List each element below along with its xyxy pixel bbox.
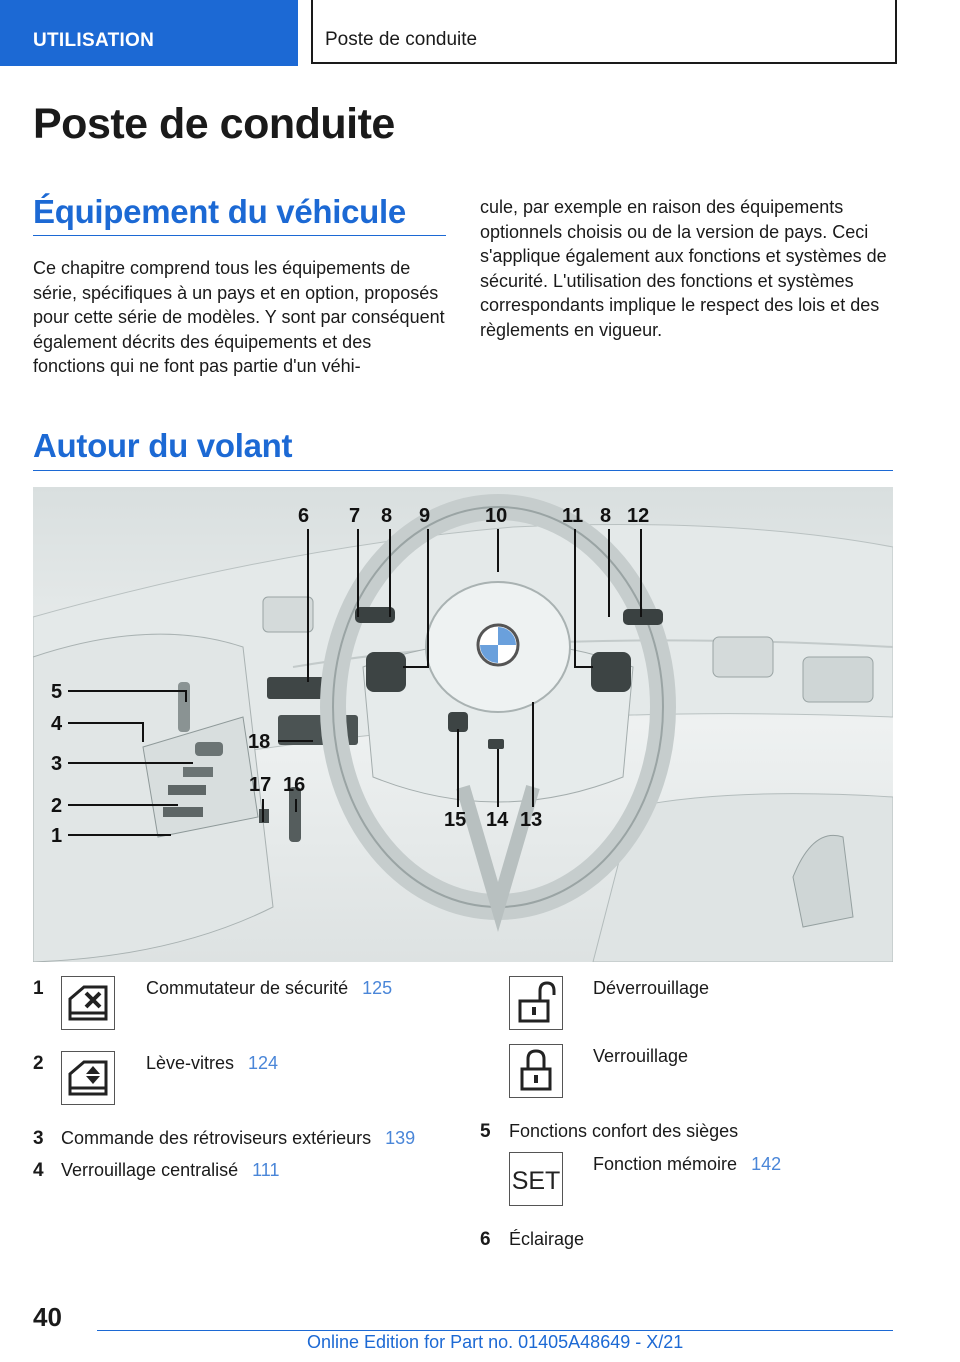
cockpit-illustration [33, 487, 893, 962]
chapter-tab [311, 0, 897, 64]
lock-icon [509, 1044, 563, 1098]
callout-5: 5 [51, 681, 63, 703]
legend-label-3: Commande des rétroviseurs extérieurs [61, 1128, 372, 1148]
paragraph-left: Ce chapitre comprend tous les équipements de série, spécifiques à un pays et en option, proposés pour cette série de modèles. Y sont par conséquent également décrits des équipements et des fonctions qui ne font pas partie d'un véhi- [33, 258, 445, 376]
callout-15: 15 [444, 809, 467, 831]
chapter-tab-label: Poste de conduite [325, 29, 478, 50]
section-tab-label: UTILISATION [33, 30, 155, 51]
callout-9: 9 [419, 505, 431, 527]
legend-item-2 [146, 1053, 278, 1074]
paragraph-right: cule, par exemple en raison des équipements optionnels choisis ou de la version de pays. Ceci s'applique également aux fonctions et systèmes de sécurité. L'utilisation des fonctions et systèmes correspondants implique le respect des lois et des règlements en vigueur. [480, 197, 887, 340]
legend-memory-label: Fonction mémoire [593, 1154, 738, 1174]
callout-6: 6 [298, 505, 310, 527]
unlock-icon [509, 976, 563, 1030]
legend-number-4: 4 [33, 1160, 44, 1181]
legend-number-1: 1 [33, 978, 44, 999]
legend-memory [593, 1154, 781, 1175]
legend-unlock: Déverrouillage [593, 978, 710, 998]
callout-3: 3 [51, 753, 63, 775]
callout-11: 11 [562, 505, 584, 527]
legend-lock: Verrouillage [593, 1046, 689, 1066]
legend-number-6: 6 [480, 1229, 491, 1250]
page-ref-124[interactable]: 124 [248, 1053, 279, 1073]
section-tab [0, 0, 298, 66]
callout-1: 1 [51, 825, 63, 847]
legend-item-4 [61, 1160, 279, 1181]
footer-rule [97, 1330, 893, 1331]
section-rule-2 [33, 470, 893, 471]
legend-label-2: Lève-vitres [146, 1053, 235, 1073]
callout-2: 2 [51, 795, 63, 817]
callout-4: 4 [51, 713, 63, 735]
callout-16: 16 [283, 774, 306, 796]
callout-18: 18 [248, 731, 271, 753]
section-rule [33, 235, 446, 236]
window-lift-icon [61, 1051, 115, 1105]
callout-14: 14 [486, 809, 509, 831]
page-title: Poste de conduite [33, 100, 395, 148]
page-ref-125[interactable]: 125 [362, 978, 393, 998]
page-number: 40 [33, 1302, 62, 1332]
legend-item-5: Fonctions confort des sièges [509, 1121, 739, 1141]
section-heading-equipment: Équipement du véhicule [33, 193, 406, 230]
legend-item-1 [146, 978, 392, 999]
callout-7: 7 [349, 505, 361, 527]
page-ref-111[interactable]: 111 [252, 1160, 280, 1180]
callout-13: 13 [520, 809, 543, 831]
page-ref-142[interactable]: 142 [751, 1154, 782, 1174]
legend-label-1: Commutateur de sécurité [146, 978, 349, 998]
legend-number-2: 2 [33, 1053, 44, 1074]
page-ref-139[interactable]: 139 [385, 1128, 416, 1148]
section-heading-steering: Autour du volant [33, 427, 293, 464]
callout-8b: 8 [600, 505, 612, 527]
legend-number-3: 3 [33, 1128, 44, 1149]
callout-12: 12 [627, 505, 650, 527]
callout-8: 8 [381, 505, 393, 527]
footer-edition[interactable]: Online Edition for Part no. 01405A48649 - X/21 [307, 1332, 684, 1352]
legend-label-4: Verrouillage centralisé [61, 1160, 239, 1180]
callout-10: 10 [485, 505, 508, 527]
legend-item-6: Éclairage [509, 1229, 585, 1249]
cockpit-drawing [33, 487, 893, 962]
set-icon-text: SET [511, 1167, 561, 1195]
legend-item-3 [61, 1128, 415, 1149]
set-icon [509, 1152, 563, 1206]
window-lock-icon [61, 976, 115, 1030]
legend-number-5: 5 [480, 1121, 491, 1142]
callout-17: 17 [249, 774, 272, 796]
